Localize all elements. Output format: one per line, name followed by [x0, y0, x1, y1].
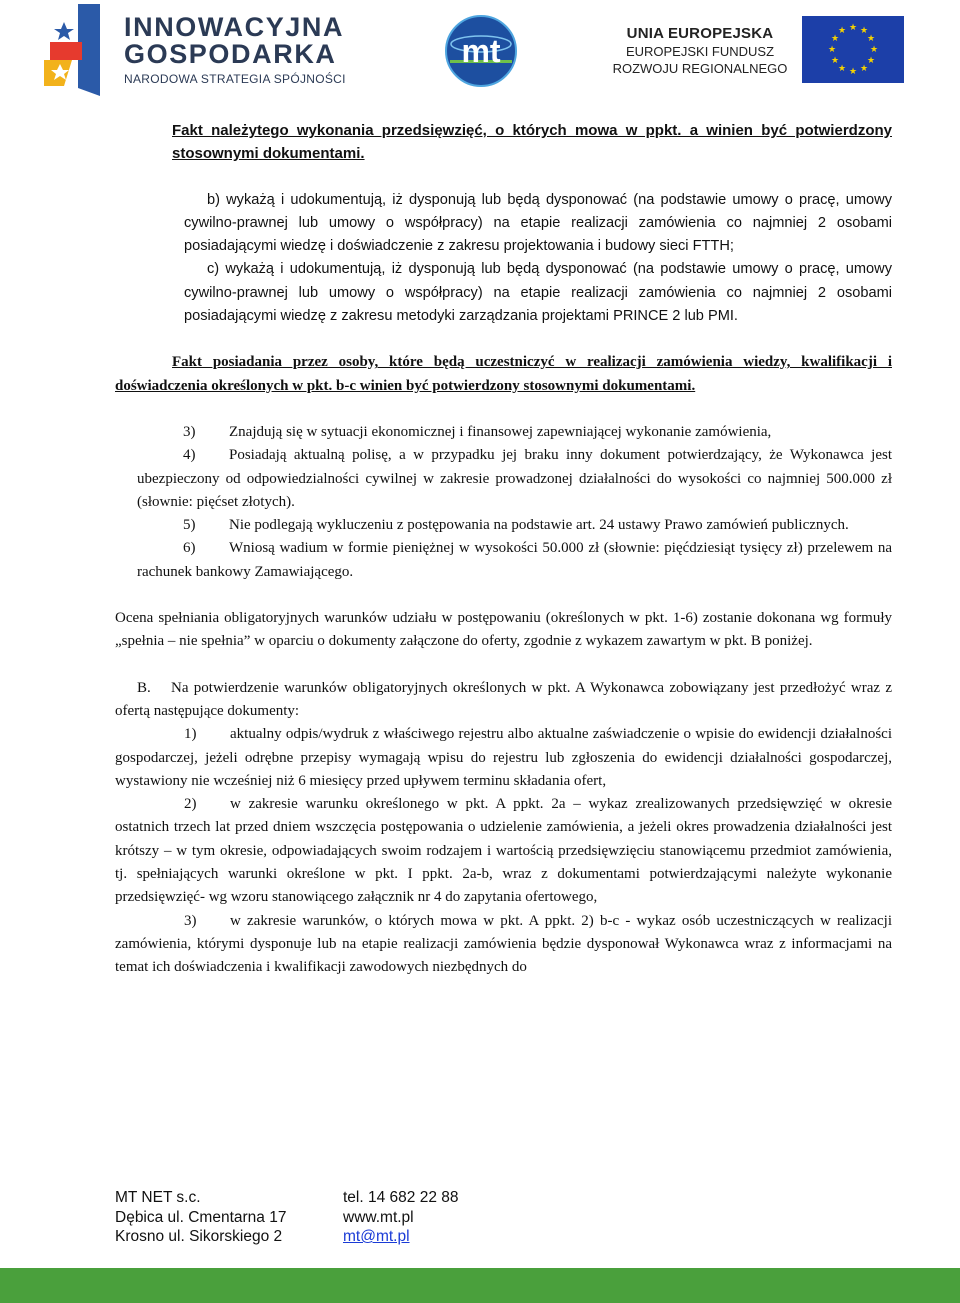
svg-text:★: ★	[859, 64, 869, 74]
ue-line3: ROZWOJU REGIONALNEGO	[612, 61, 788, 76]
list-item-4-number: 4)	[183, 447, 196, 464]
footer-www-link[interactable]: www.mt.pl	[343, 1208, 414, 1226]
spacer	[115, 398, 892, 421]
list-item-6	[115, 537, 892, 584]
point-c-paragraph: c) wykażą i udokumentują, iż dysponują lub będą dysponować (na podstawie umowy o pracę, umowy cywilno-prawnej lub umowy o współpracy) na etapie realizacji zamówienia co najmniej 2 osobami posiadającymi wiedzę z zakresu metodyki zarządzania projektami PRINCE 2 lub PMI.	[184, 261, 892, 325]
section-b-item-2-number: 2)	[184, 796, 197, 813]
section-b-item-3-text: w zakresie warunków, o których mowa w pkt. A ppkt. 2) b-c - wykaz osób uczestniczących w realizacji zamówienia, którymi dysponuje lub na etapie realizacji zamówienia będzie dysponował Wykonawca wraz z informacjami na temat ich doświadczenia i kwalifikacji zawodowych niezbędnych do	[115, 912, 892, 976]
footer-address-krosno: Krosno ul. Sikorskiego 2	[115, 1228, 283, 1245]
section-b-item-1-text: aktualny odpis/wydruk z właściwego rejestru albo aktualne zaświadczenie o wpisie do ewidencji działalności gospodarczej, jeżeli odrębne przepisy wymagają wpisu do rejestru lub zgłoszenia do ewidencji działalności gospodarczej, wystawiony nie wcześniej niż 6 miesięcy przed upływem terminu składania ofert,	[115, 726, 892, 789]
document-body	[115, 119, 892, 980]
ue-line2: EUROPEJSKI FUNDUSZ	[625, 44, 775, 59]
svg-text:★: ★	[848, 23, 858, 33]
ig-line3: NARODOWA STRATEGIA SPÓJNOŚCI	[124, 72, 346, 86]
list-item-6-text: Wniosą wadium w formie pieniężnej w wysokości 50.000 zł (słownie: pięćdziesiąt tysięcy zł) przelewem na rachunek bankowy Zamawiającego.	[137, 540, 892, 580]
section-b-text: Na potwierdzenie warunków obligatoryjnych określonych w pkt. A Wykonawca zobowiązany jest przedłożyć wraz z ofertą następujące dokumenty:	[115, 679, 892, 719]
ig-line1: INNOWACYJNA	[124, 12, 345, 42]
svg-text:★: ★	[848, 67, 858, 77]
footer-address-debica: Dębica ul. Cmentarna 17	[115, 1208, 287, 1226]
mt-logo-text: mt	[461, 33, 501, 69]
section-b-item-1	[115, 723, 892, 793]
list-item-5-number: 5)	[183, 517, 196, 534]
ocena-paragraph: Ocena spełniania obligatoryjnych warunków udziału w postępowaniu (określonych w pkt. 1-6) zostanie dokonana wg formuły „spełnia – nie spełnia” w oparciu o dokumenty załączone do oferty, zgodnie z wykazem zawartym w pkt. B poniżej.	[115, 610, 892, 650]
mt-net-logo	[444, 14, 518, 88]
spacer	[115, 584, 892, 607]
svg-text:★: ★	[837, 64, 847, 74]
list-item-4	[115, 444, 892, 514]
section-b-item-2-text: w zakresie warunku określonego w pkt. A ppkt. 2a – wykaz zrealizowanych przedsięwzięć w okresie ostatnich trzech lat przed dniem wszczęcia postępowania o udzielenie zamówienia, a jeżeli okres prowadzenia działalności jest krótszy – w tym okresie, odpowiadających swoim rodzajem i wartością przedsięwzięciu stanowiącemu przedmiot zamówienia, tj. spełniających warunki określone w pkt. I ppkt. 2a-b, wraz z dokumentami potwierdzającymi należyte wykonanie przedsięwzięć- wg wzoru stanowiącego załącznik nr 4 do zapytania ofertowego,	[115, 796, 892, 906]
footer-email-link[interactable]: mt@mt.pl	[343, 1228, 410, 1245]
point-b-paragraph: b) wykażą i udokumentują, iż dysponują lub będą dysponować (na podstawie umowy o pracę, umowy cywilno-prawnej lub umowy o współpracy) na etapie realizacji zamówienia co najmniej 2 osobami posiadającymi wiedzę i doświadczenie z zakresu projektowania i budowy sieci FTTH;	[184, 191, 892, 255]
ue-line1: UNIA EUROPEJSKA	[626, 25, 774, 42]
spacer	[115, 654, 892, 677]
page-footer	[115, 1188, 459, 1247]
footer-green-band	[0, 1268, 960, 1303]
fakt-bc-paragraph: Fakt posiadania przez osoby, które będą uczestniczyć w realizacji zamówienia wiedzy, kwalifikacji i doświadczenia określonych w pkt. b-c winien być potwierdzony stosownymi dokumentami.	[115, 354, 892, 394]
svg-text:★: ★	[830, 34, 840, 44]
list-item-6-number: 6)	[183, 540, 196, 557]
page-header	[0, 0, 960, 110]
list-item-5-text: Nie podlegają wykluczeniu z postępowania na podstawie art. 24 ustawy Prawo zamówień publicznych.	[229, 517, 849, 534]
svg-text:★: ★	[837, 26, 847, 36]
footer-tel: tel. 14 682 22 88	[343, 1189, 459, 1206]
list-item-3	[115, 421, 892, 444]
svg-text:★: ★	[869, 45, 879, 55]
svg-text:★: ★	[866, 34, 876, 44]
svg-text:★: ★	[866, 56, 876, 66]
fakt-a-paragraph	[115, 119, 892, 166]
innowacyjna-gospodarka-emblem	[42, 2, 102, 98]
fakt-a-text: Fakt należytego wykonania przedsięwzięć, o których mowa w ppkt. a winien być potwierdzony stosownymi dokumentami.	[172, 122, 892, 163]
section-b-number: B.	[137, 679, 151, 696]
svg-text:★: ★	[859, 26, 869, 36]
list-item-5	[115, 514, 892, 537]
svg-text:★: ★	[827, 45, 837, 55]
footer-company: MT NET s.c.	[115, 1189, 201, 1206]
svg-text:★: ★	[830, 56, 840, 66]
section-b-item-2	[115, 793, 892, 909]
section-b-item-3-number: 3)	[184, 912, 197, 929]
section-b-item-1-number: 1)	[184, 726, 197, 743]
unia-europejska-wordmark	[612, 24, 788, 77]
section-b-intro	[115, 677, 892, 724]
list-item-3-text: Znajdują się w sytuacji ekonomicznej i finansowej zapewniającej wykonanie zamówienia,	[229, 423, 772, 440]
list-item-4-text: Posiadają aktualną polisę, a w przypadku jej braku inny dokument potwierdzający, że Wykonawca jest ubezpieczony od odpowiedzialności cywilnej w zakresie prowadzonej działalności do wysokości co najmniej 500.000 zł (słownie: pięćset złotych).	[137, 447, 892, 510]
spacer	[115, 328, 892, 351]
spacer	[115, 166, 892, 189]
innowacyjna-gospodarka-wordmark	[124, 14, 346, 87]
eu-flag	[802, 16, 904, 83]
list-item-3-number: 3)	[183, 423, 196, 440]
section-b-item-3	[115, 910, 892, 980]
ig-line2: GOSPODARKA	[124, 39, 337, 69]
